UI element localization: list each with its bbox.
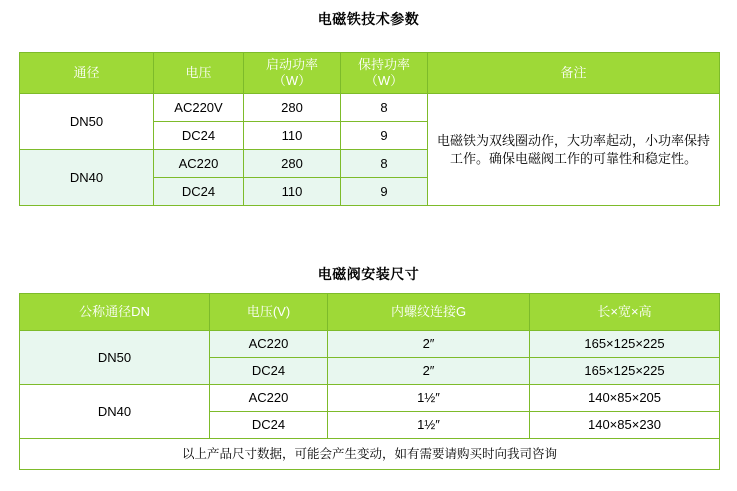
table-header-row xyxy=(20,53,720,94)
header-cell-voltage: 电压(V) xyxy=(210,294,328,331)
table2-title: 电磁阀安装尺寸 xyxy=(317,266,420,282)
cell-diameter-dn50: DN50 xyxy=(20,331,210,385)
cell-diameter-dn50: DN50 xyxy=(20,94,154,150)
solenoid-spec-table xyxy=(19,52,720,206)
cell-dimensions: 140×85×205 xyxy=(530,385,720,412)
cell-remark-text: 电磁铁为双线圈动作，大功率起动，小功率保持工作。确保电磁阀工作的可靠性和稳定性。 xyxy=(428,94,720,206)
table1-title: 电磁铁技术参数 xyxy=(317,11,420,27)
cell-hold-power: 8 xyxy=(341,94,428,122)
cell-voltage: DC24 xyxy=(210,412,328,439)
cell-voltage: DC24 xyxy=(210,358,328,385)
document-page xyxy=(0,9,737,491)
cell-voltage: AC220 xyxy=(154,150,244,178)
cell-dimensions: 165×125×225 xyxy=(530,358,720,385)
cell-start-power: 110 xyxy=(244,178,341,206)
solenoid-spec-table-wrapper xyxy=(19,52,720,206)
cell-thread: 2″ xyxy=(328,358,530,385)
header-cell-hold-power-line2: （W） xyxy=(364,73,404,88)
cell-dimensions: 140×85×230 xyxy=(530,412,720,439)
header-cell-start-power-line2: （W） xyxy=(272,73,312,88)
cell-voltage: DC24 xyxy=(154,178,244,206)
valve-dimension-table-wrapper xyxy=(19,293,720,470)
table-row xyxy=(20,94,720,122)
header-cell-diameter: 通径 xyxy=(20,53,154,94)
cell-start-power: 280 xyxy=(244,150,341,178)
header-cell-dimensions: 长×宽×高 xyxy=(530,294,720,331)
header-cell-remark: 备注 xyxy=(428,53,720,94)
cell-hold-power: 9 xyxy=(341,122,428,150)
table-header-row xyxy=(20,294,720,331)
header-cell-thread: 内螺纹连接G xyxy=(328,294,530,331)
cell-hold-power: 8 xyxy=(341,150,428,178)
cell-voltage: AC220V xyxy=(154,94,244,122)
cell-start-power: 110 xyxy=(244,122,341,150)
cell-voltage: AC220 xyxy=(210,331,328,358)
cell-thread: 2″ xyxy=(328,331,530,358)
header-cell-start-power-line1: 启动功率 xyxy=(265,57,318,73)
cell-voltage: AC220 xyxy=(210,385,328,412)
cell-diameter-dn40: DN40 xyxy=(20,150,154,206)
table-row xyxy=(20,385,720,412)
valve-dimension-table xyxy=(19,293,720,470)
cell-start-power: 280 xyxy=(244,94,341,122)
cell-dimensions: 165×125×225 xyxy=(530,331,720,358)
cell-thread: 1½″ xyxy=(328,412,530,439)
footnote-text: 以上产品尺寸数据，可能会产生变动，如有需要请购买时向我司咨询 xyxy=(20,439,720,470)
table-footnote-row xyxy=(20,439,720,470)
header-cell-hold-power xyxy=(341,53,428,94)
cell-diameter-dn40: DN40 xyxy=(20,385,210,439)
cell-voltage: DC24 xyxy=(154,122,244,150)
header-cell-voltage: 电压 xyxy=(154,53,244,94)
cell-hold-power: 9 xyxy=(341,178,428,206)
header-cell-start-power xyxy=(244,53,341,94)
header-cell-hold-power-line1: 保持功率 xyxy=(357,57,410,73)
header-cell-nominal-diameter: 公称通径DN xyxy=(20,294,210,331)
cell-thread: 1½″ xyxy=(328,385,530,412)
table-row xyxy=(20,331,720,358)
